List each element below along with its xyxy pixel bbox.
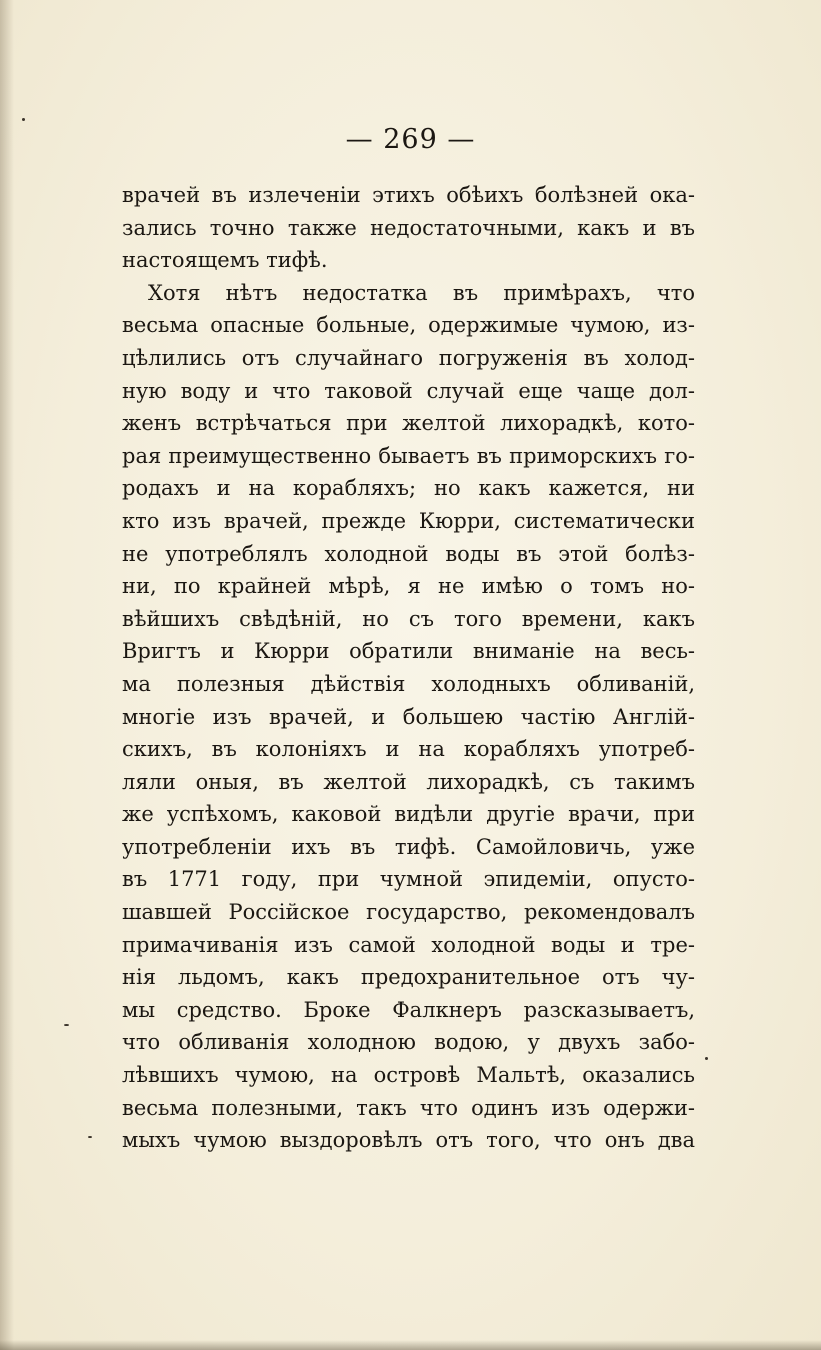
- text-line: мыхъ чумою выздоровѣлъ отъ того, что онъ два: [122, 1128, 695, 1153]
- text-line: вѣйшихъ свѣдѣній, но съ того времени, какъ: [122, 606, 695, 631]
- spine-shadow: [0, 0, 14, 1350]
- text-line: женъ встрѣчаться при желтой лихорадкѣ, кото-: [122, 411, 695, 436]
- text-line: въ 1771 году, при чумной эпидеміи, опусто-: [122, 867, 695, 892]
- text-line: зались точно также недостаточными, какъ и въ: [122, 215, 695, 240]
- ink-speck: [22, 118, 25, 121]
- text-line: ни, по крайней мѣрѣ, я не имѣю о томъ но-: [122, 574, 695, 599]
- text-line: нія льдомъ, какъ предохранительное отъ чу-: [122, 965, 695, 990]
- text-line: употребленіи ихъ въ тифѣ. Самойловичь, уже: [122, 834, 695, 859]
- text-line: рая преимущественно бываетъ въ приморскихъ го-: [122, 443, 695, 468]
- ink-speck: [64, 1024, 69, 1026]
- text-line: цѣлились отъ случайнаго погруженія въ холод-: [122, 345, 695, 370]
- text-line: что обливанія холодною водою, у двухъ забо-: [122, 1030, 695, 1055]
- text-line: ляли оныя, въ желтой лихорадкѣ, съ такимъ: [122, 769, 695, 794]
- text-line: многіе изъ врачей, и большею частію Англій-: [122, 704, 695, 729]
- text-line: настоящемъ тифѣ.: [122, 248, 328, 273]
- text-line: ную воду и что таковой случай еще чаще дол-: [122, 378, 695, 403]
- text-line: шавшей Россійское государство, рекомендовалъ: [122, 900, 695, 925]
- text-line: примачиванія изъ самой холодной воды и тре-: [122, 932, 695, 957]
- text-line: скихъ, въ колоніяхъ и на корабляхъ употреб-: [122, 737, 695, 762]
- text-line: ма полезныя дѣйствія холодныхъ обливаній,: [122, 671, 695, 696]
- text-line: родахъ и на корабляхъ; но какъ кажется, ни: [122, 476, 695, 501]
- text-line: врачей въ излеченіи этихъ обѣихъ болѣзней ока-: [122, 183, 695, 207]
- body-text: [122, 179, 695, 1157]
- ink-speck: [705, 1057, 708, 1060]
- text-line: не употреблялъ холодной воды въ этой болѣз-: [122, 541, 695, 566]
- text-line: же успѣхомъ, каковой видѣли другіе врачи, при: [122, 802, 695, 827]
- text-line: лѣвшихъ чумою, на островѣ Мальтѣ, оказались: [122, 1063, 695, 1088]
- ink-speck: [88, 1136, 92, 1138]
- text-line: мы средство. Броке Фалкнеръ разсказываетъ,: [122, 997, 695, 1022]
- page-bottom-edge: [0, 1340, 821, 1350]
- paragraph-first-line: Хотя нѣтъ недостатка въ примѣрахъ, что: [148, 280, 695, 305]
- text-line: весьма полезными, такъ что одинъ изъ одержи-: [122, 1095, 695, 1120]
- text-line: кто изъ врачей, прежде Кюрри, систематически: [122, 508, 695, 533]
- text-line: весьма опасные больные, одержимые чумою, из-: [122, 313, 695, 338]
- page-number: — 269 —: [345, 124, 476, 155]
- text-line: Вригтъ и Кюрри обратили вниманіе на весь-: [122, 639, 695, 664]
